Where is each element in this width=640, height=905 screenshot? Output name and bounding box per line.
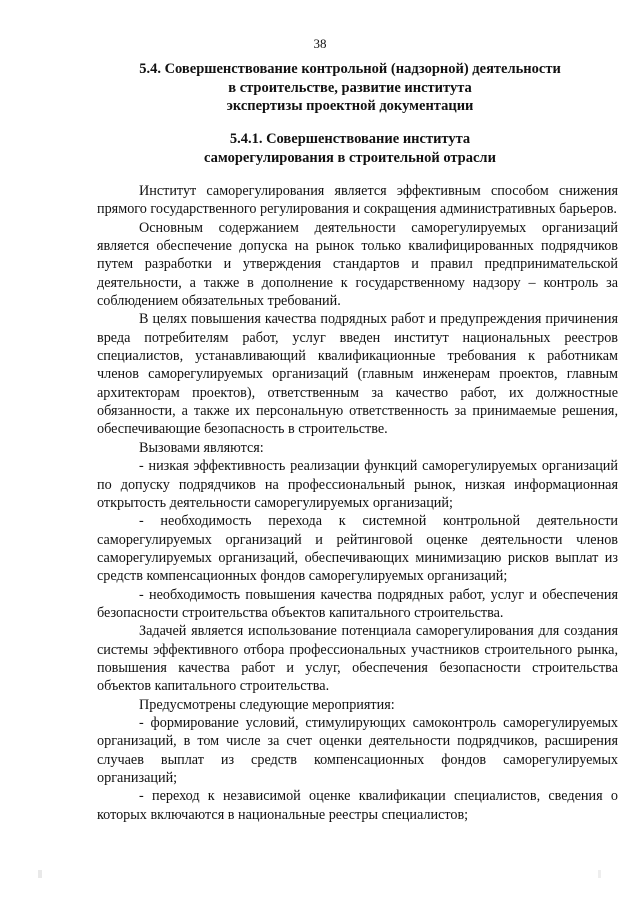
paragraph: Вызовами являются: xyxy=(139,439,264,456)
body-text xyxy=(97,182,618,824)
subsection-heading xyxy=(120,130,580,168)
paragraph: В целях повышения качества подрядных работ и предупреждения причинения вреда потребителям работ, услуг введен институт национальных реестров специалистов, устанавливающий квалификационные требования к работникам членов саморегулируемых организаций (главным инженерам проектов, главным архитекторам проектов), ответственным за качество работ, их должностные обязанности, а также их персональную ответственность за принимаемые решения, обеспечивающие безопасность в строительстве. xyxy=(97,311,618,438)
list-item: - переход к независимой оценке квалификации специалистов, сведения о которых включаются в национальные реестры специалистов; xyxy=(97,788,618,823)
paragraph: Институт саморегулирования является эффективным способом снижения прямого государственного регулирования и сокращения административных барьеров. xyxy=(97,183,618,218)
subsection-heading-line: саморегулирования в строительной отрасли xyxy=(204,150,496,166)
subsection-heading-line: 5.4.1. Совершенствование института xyxy=(229,131,471,147)
section-heading-line: в строительстве, развитие института xyxy=(228,79,472,96)
section-heading-line: экспертизы проектной документации xyxy=(226,98,474,114)
section-heading xyxy=(110,60,590,116)
list-item: - низкая эффективность реализации функций саморегулируемых организаций по допуску подрядчиков на профессиональный рынок, низкая информационная открытость деятельности саморегулируемых организаций; xyxy=(97,458,618,511)
scan-margin-marks xyxy=(0,864,640,882)
paragraph: Предусмотрены следующие мероприятия: xyxy=(139,696,395,713)
scan-mark-left xyxy=(38,870,42,878)
page-number: 38 xyxy=(313,36,327,51)
paragraph: Задачей является использование потенциала саморегулирования для создания системы эффективного отбора профессиональных участников строительного рынка, повышения качества работ и услуг, обеспечения безопасности строительства объектов капитального строительства. xyxy=(97,623,618,695)
list-item: - необходимость повышения качества подрядных работ, услуг и обеспечения безопасности строительства объектов капитального строительства. xyxy=(97,586,618,621)
list-item: - необходимость перехода к системной контрольной деятельности саморегулируемых организаций и рейтинговой оценке деятельности членов саморегулируемых организаций, обеспечивающих минимизацию рисков выплат из средств компенсационных фондов саморегулируемых организаций; xyxy=(97,513,618,585)
section-heading-line: 5.4. Совершенствование контрольной (надзорной) деятельности xyxy=(139,61,561,77)
list-item: - формирование условий, стимулирующих самоконтроль саморегулируемых организаций, в том числе за счет оценки деятельности подрядчиков, расширения случаев выплат из средств компенсационных фондов саморегулируемых организаций; xyxy=(97,714,618,786)
paragraph: Основным содержанием деятельности саморегулируемых организаций является обеспечение допуска на рынок только квалифицированных подрядчиков путем разработки и утверждения стандартов и правил предпринимательской деятельности, а также в дополнение к государственному надзору – контроль за соблюдением обязательных требований. xyxy=(97,219,618,310)
scan-mark-right xyxy=(598,870,601,878)
